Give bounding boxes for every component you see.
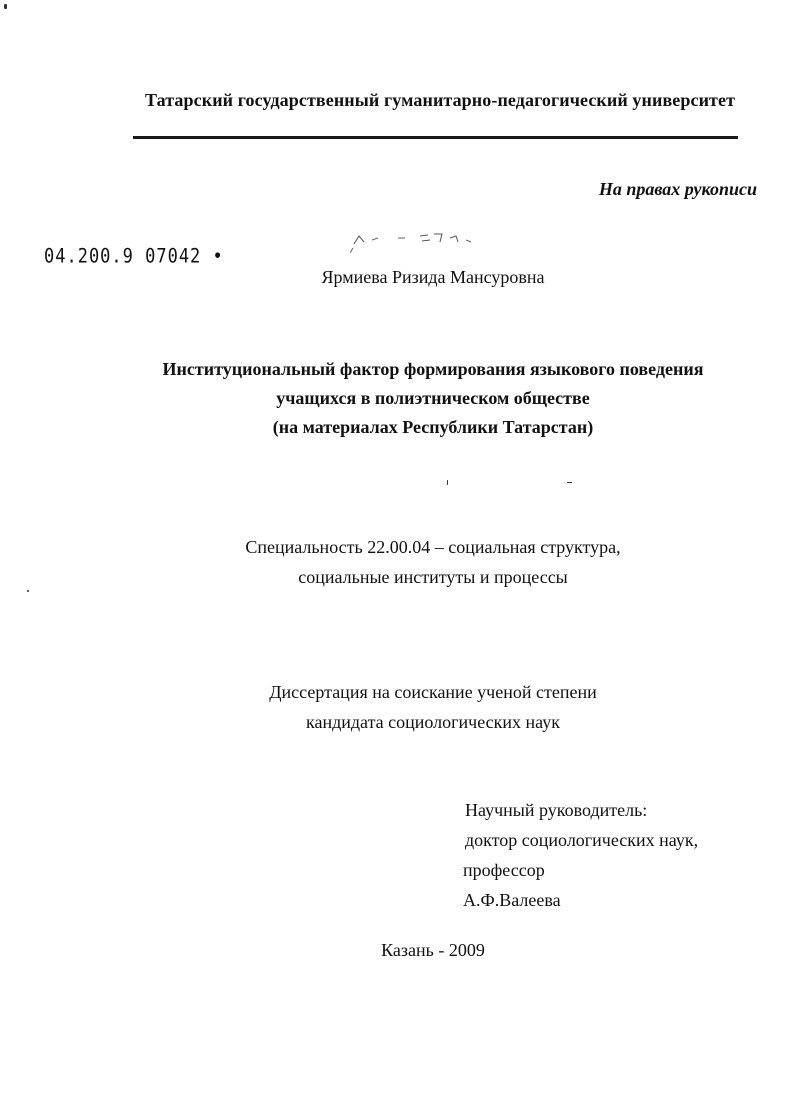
supervisor-heading: Научный руководитель: — [465, 800, 648, 820]
supervisor-title: профессор — [463, 860, 545, 880]
specialty-line: Специальность 22.00.04 – социальная структура, — [245, 537, 621, 557]
scan-speck — [4, 4, 7, 9]
header-divider — [133, 136, 738, 139]
degree-line: кандидата социологических наук — [306, 712, 560, 732]
registration-stamp — [44, 245, 224, 268]
specialty-line: социальные институты и процессы — [298, 567, 568, 587]
dissertation-title — [0, 355, 799, 442]
degree-line: Диссертация на соискание ученой степени — [269, 682, 597, 702]
scan-speck — [447, 480, 448, 485]
rights-note: На правах рукописи — [598, 179, 757, 199]
university-name: Татарский государственный гуманитарно-педагогический университет — [144, 90, 736, 110]
registration-number: 04.200.9 07042 — [44, 245, 202, 268]
author-name: Ярмиева Ризида Мансуровна — [321, 267, 545, 287]
faint-stamp-mark — [350, 224, 480, 254]
supervisor-block — [463, 795, 698, 915]
supervisor-name: А.Ф.Валеева — [463, 890, 561, 910]
scan-speck — [567, 482, 572, 483]
title-line: (на материалах Республики Татарстан) — [272, 417, 594, 437]
supervisor-degree: доктор социологических наук, — [465, 830, 699, 850]
degree-block — [0, 677, 799, 737]
city-year: Казань - 2009 — [381, 940, 485, 960]
specialty-block — [0, 532, 799, 592]
title-line: Институциональный фактор формирования языкового поведения — [162, 359, 704, 379]
title-line: учащихся в полиэтническом обществе — [276, 388, 590, 408]
stamp-asterisk: • — [201, 245, 224, 268]
